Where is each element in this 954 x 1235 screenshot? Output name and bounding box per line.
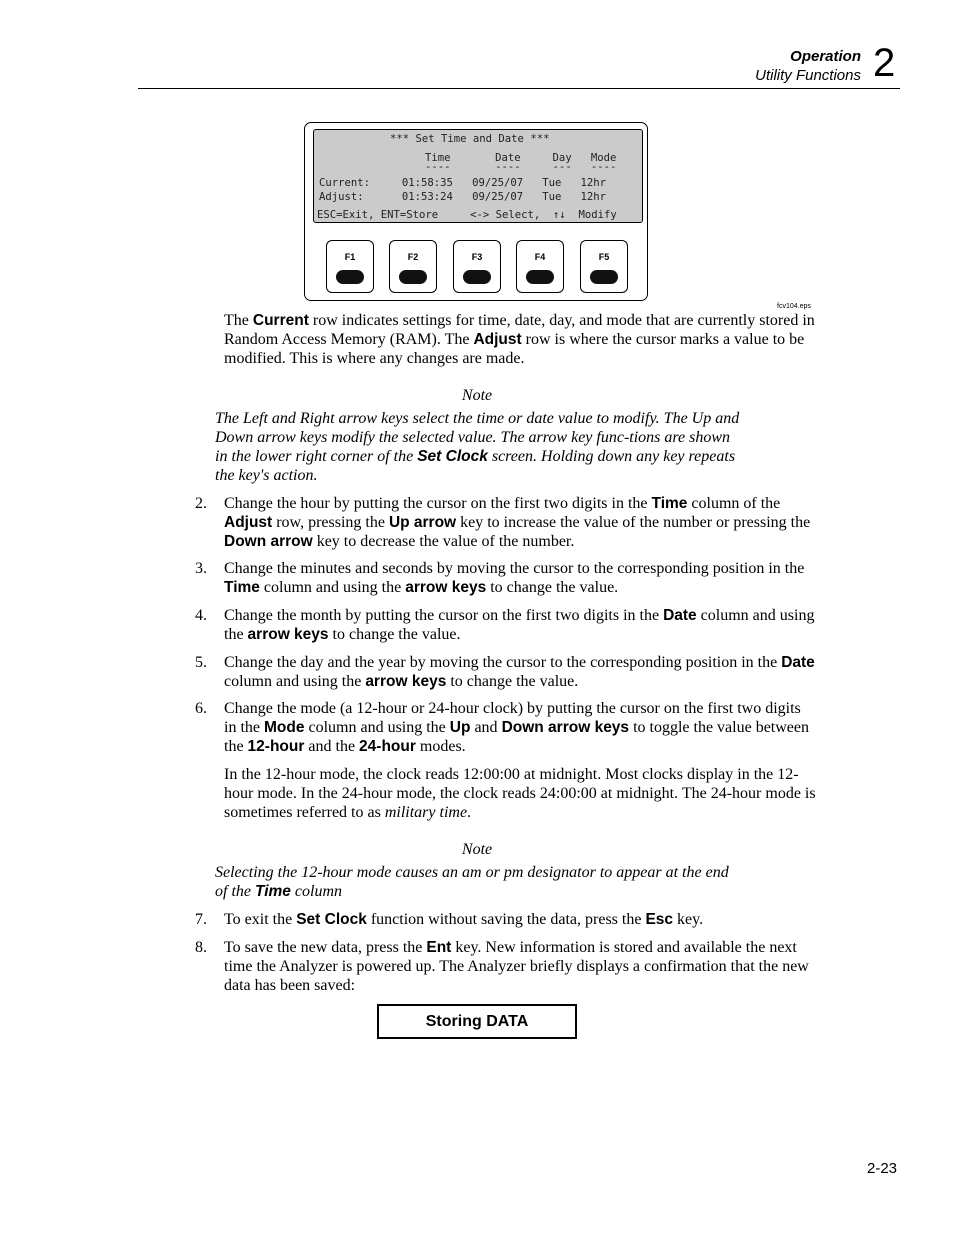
emphasized-term: Ent: [426, 939, 452, 956]
section-title: Operation: [790, 48, 861, 65]
emphasized-term: 12-hour: [247, 738, 305, 755]
f3-key-button: [463, 270, 491, 284]
emphasized-term: Time: [651, 495, 688, 512]
lcd-column-headers: Time Date Day Mode: [425, 152, 617, 164]
intro-paragraph: The Current row indicates settings for time, date, day, and mode that are currently stored in Random Access Memory (RAM). The Adjust row is where the cursor marks a value to be modified. This is where any changes are made.: [224, 312, 815, 367]
f4-key-button: [526, 270, 554, 284]
step-text: Change the day and the year by moving the cursor to the corresponding position in the Date column and using the arrow keys to change the value.: [224, 654, 815, 690]
chapter-number: 2: [873, 41, 896, 85]
step-text: Change the minutes and seconds by moving the cursor to the corresponding position in the Time column and using the arrow keys to change the value.: [224, 560, 805, 596]
header-rule: [138, 88, 900, 89]
step-number: 3.: [195, 560, 207, 577]
note-body: The Left and Right arrow keys select the time or date value to modify. The Up and Down arrow keys modify the selected value. The arrow key func-tions are shown in the lower right corner of the Set Clock screen. Holding down any key repeats the key's action.: [215, 410, 740, 484]
emphasized-term: arrow keys: [247, 626, 329, 643]
f1-key: [326, 240, 374, 293]
f2-key-label: F2: [407, 252, 419, 262]
emphasized-term: Set Clock: [296, 911, 367, 928]
f5-key-button: [590, 270, 618, 284]
lcd-header-underline: ---- ---- --- ----: [425, 161, 617, 173]
step-text: To exit the Set Clock function without saving the data, press the Esc key.: [224, 911, 704, 928]
step-number: 7.: [195, 911, 207, 928]
emphasized-term: Date: [781, 654, 815, 671]
emphasized-term: Time: [255, 883, 291, 900]
emphasized-term: 24-hour: [359, 738, 416, 755]
step-number: 4.: [195, 607, 207, 624]
f5-key-label: F5: [598, 252, 610, 262]
f1-key-button: [336, 270, 364, 284]
emphasized-term: Down arrow keys: [501, 719, 630, 736]
emphasized-term: Up arrow: [388, 514, 457, 531]
emphasized-term: Adjust: [473, 331, 522, 348]
step-text: Change the mode (a 12-hour or 24-hour clock) by putting the cursor on the first two digits in the Mode column and using the Up and Down arrow keys to toggle the value between the 12-hour and the 24-hour modes.: [224, 700, 809, 755]
f3-key: [453, 240, 501, 293]
note-heading: Note: [461, 841, 493, 858]
lcd-help-line: ESC=Exit, ENT=Store <-> Select, ↑↓ Modify: [317, 209, 617, 221]
lcd-current-row: Current: 01:58:35 09/25/07 Tue 12hr: [319, 177, 607, 189]
running-header: [755, 47, 861, 85]
page-number: 2-23: [867, 1160, 898, 1177]
emphasized-term: arrow keys: [365, 673, 447, 690]
lcd-title: *** Set Time and Date ***: [390, 133, 550, 145]
f4-key: [516, 240, 564, 293]
italic-term: military time: [384, 804, 468, 821]
figure-id: fcv104.eps: [777, 303, 811, 310]
step-number: 2.: [195, 495, 207, 512]
note-heading: Note: [461, 387, 493, 404]
f1-key-label: F1: [344, 252, 356, 262]
lcd-adjust-row: Adjust: 01:53:24 09/25/07 Tue 12hr: [319, 191, 607, 203]
emphasized-term: Adjust: [224, 514, 273, 531]
step-continuation: In the 12-hour mode, the clock reads 12:00:00 at midnight. Most clocks display in the 12-hour mode. In the 24-hour mode, the clock reads 24:00:00 at midnight. The 24-hour mode is sometimes referred to as military time.: [224, 766, 816, 821]
emphasized-term: Up: [449, 719, 471, 736]
emphasized-term: Date: [663, 607, 697, 624]
emphasized-term: arrow keys: [405, 579, 487, 596]
storing-data-display: Storing DATA: [377, 1004, 577, 1039]
step-text: Change the month by putting the cursor on the first two digits in the Date column and using the arrow keys to change the value.: [224, 607, 815, 643]
step-number: 6.: [195, 700, 207, 717]
f3-key-label: F3: [471, 252, 483, 262]
note-body: Selecting the 12-hour mode causes an am or pm designator to appear at the end of the Time column: [215, 864, 729, 900]
step-number: 5.: [195, 654, 207, 671]
emphasized-term: Mode: [264, 719, 305, 736]
f2-key-button: [399, 270, 427, 284]
step-text: To save the new data, press the Ent key. New information is stored and available the next time the Analyzer is powered up. The Analyzer briefly displays a confirmation that the new data has been saved:: [224, 939, 809, 994]
emphasized-term: Esc: [645, 911, 674, 928]
f2-key: [389, 240, 437, 293]
emphasized-term: Down arrow: [224, 533, 313, 550]
emphasized-term: Current: [252, 312, 309, 329]
step-number: 8.: [195, 939, 207, 956]
subsection-title: Utility Functions: [755, 67, 861, 84]
lcd-screen: [313, 129, 643, 223]
emphasized-term: Time: [224, 579, 260, 596]
f5-key: [580, 240, 628, 293]
emphasized-term: Set Clock: [417, 448, 488, 465]
step-text: Change the hour by putting the cursor on the first two digits in the Time column of the Adjust row, pressing the Up arrow key to increase the value of the number or pressing the Down arrow key to decrease the value of the number.: [224, 495, 811, 550]
f4-key-label: F4: [534, 252, 546, 262]
